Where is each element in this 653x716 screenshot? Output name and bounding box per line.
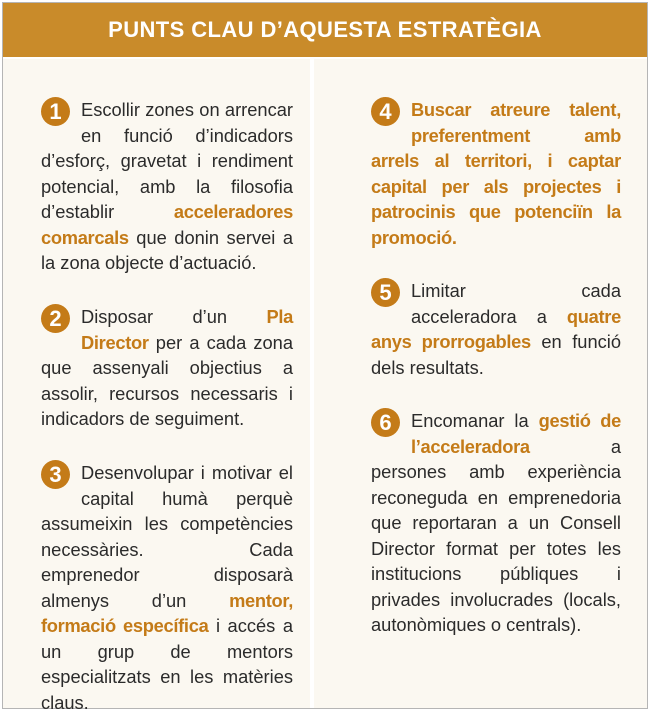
number-badge: 2	[41, 304, 70, 333]
key-point-text: 2 Disposar d’un Pla Director per a cada zona que assenyali objectius a assolir, recursos necessaris i indicadors de seguiment.	[41, 305, 293, 429]
key-point-1	[41, 97, 293, 276]
highlight: acceleradores comarcals	[41, 201, 293, 248]
key-point-text: 5 Limitar cada acceleradora a quatre anys prorrogables en funció dels resultats.	[371, 279, 621, 378]
number-badge: 4	[371, 97, 400, 126]
number-badge: 3	[41, 460, 70, 489]
box-title: PUNTS CLAU D’AQUESTA ESTRATÈGIA	[3, 3, 647, 57]
key-points-box	[2, 2, 648, 713]
highlight: mentor, formació específica	[41, 589, 293, 636]
highlight: quatre anys prorrogables	[371, 305, 621, 352]
key-point-text: 3 Desenvolupar i motivar el capital humà perquè assumeixin les competències necessàries. Cada emprenedor disposarà almenys d’un mentor, formació específica i accés a un grup de mentors especialitzats en les matèries claus.	[41, 461, 293, 713]
key-point-text: 6 Encomanar la gestió de l’acceleradora a persones amb experiència reconeguda en emprenedoria que reportaran a un Consell Director format per totes les institucions públiques i privades involucrades (locals, autonòmiques o centrals).	[371, 409, 621, 635]
key-point-4	[371, 97, 621, 250]
key-point-2	[41, 304, 293, 432]
right-column	[314, 59, 647, 708]
key-point-6	[371, 408, 621, 638]
key-point-3	[41, 460, 293, 715]
left-column	[3, 59, 310, 713]
number-badge: 6	[371, 408, 400, 437]
highlight: Pla Director	[81, 306, 293, 353]
key-point-text	[371, 97, 621, 250]
key-point-text: 1 Escollir zones on arrencar en funció d’indicadors d’esforç, gravetat i rendiment potencial, amb la filosofia d’establir acceleradores comarcals que donin servei a la zona objecte d’actuació.	[41, 98, 293, 273]
number-badge: 1	[41, 97, 70, 126]
highlight: gestió de l’acceleradora	[411, 410, 621, 457]
highlight: Buscar atreure talent, preferentment amb arrels al territori, i captar capital per als projectes i patrocinis que potenciïn la promoció.	[371, 99, 621, 248]
number-badge: 5	[371, 278, 400, 307]
key-point-5	[371, 278, 621, 380]
